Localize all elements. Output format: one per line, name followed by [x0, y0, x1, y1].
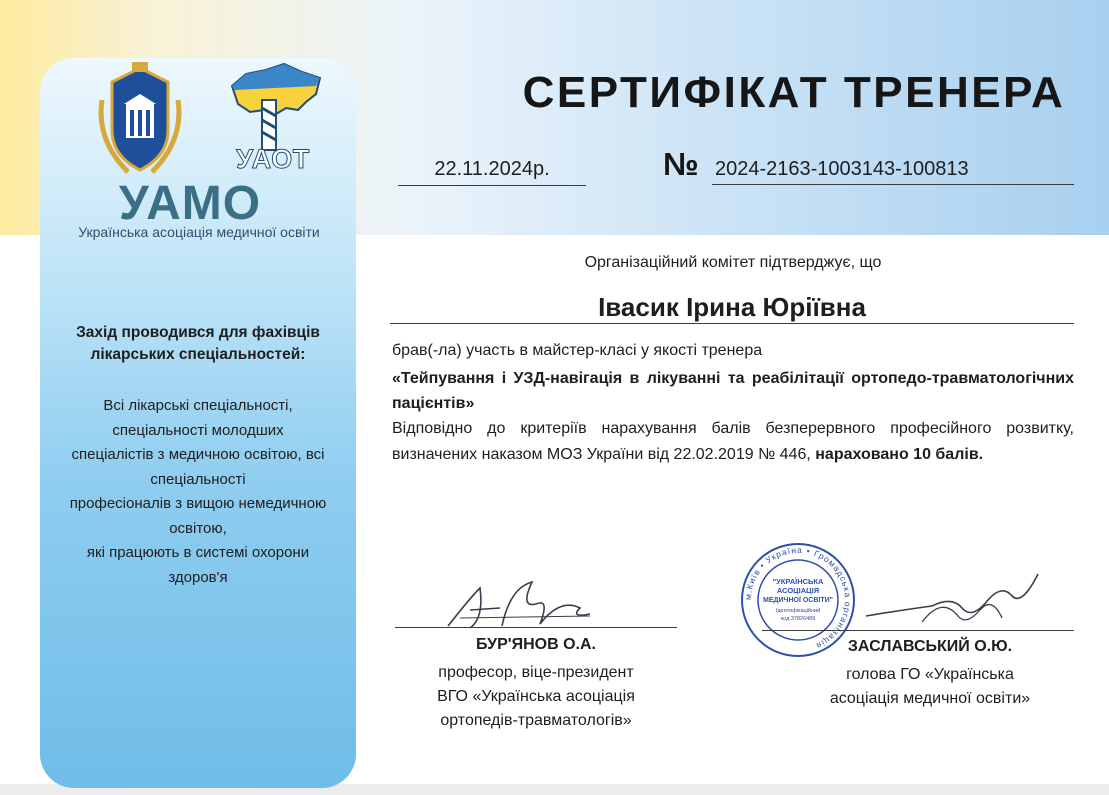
- criteria-text: Відповідно до критеріїв нарахування балів безперервного професійного розвитку, визначених наказом МОЗ України від 22.02.2019 № 446,: [392, 420, 1074, 463]
- uaot-logo-text: УАОТ: [236, 144, 310, 174]
- certificate-number: 2024-2163-1003143-100813: [712, 156, 1074, 185]
- signature-line-left: [395, 627, 677, 628]
- certificate-title: СЕРТИФІКАТ ТРЕНЕРА: [522, 68, 1066, 117]
- signatory-title-line: голова ГО «Українська: [846, 666, 1014, 683]
- points-text: нараховано 10 балів.: [815, 445, 984, 463]
- signatory-title-line: ВГО «Українська асоціація: [437, 688, 635, 705]
- stamp-line: АСОЦІАЦІЯ: [776, 586, 820, 595]
- stamp-line: Ідентифікаційний: [775, 608, 821, 614]
- stamp-line: "УКРАЇНСЬКА: [772, 577, 824, 586]
- audience-line: які працюють в системі охорони: [86, 544, 310, 561]
- signatory-title: [780, 663, 1080, 711]
- stamp-ring-text: м.Київ • Україна • Громадська організація: [742, 544, 854, 652]
- signatory-name: ЗАСЛАВСЬКИЙ О.Ю.: [847, 638, 1013, 655]
- signature-zaslavskyi: [862, 566, 1042, 638]
- audience-line: здоров'я: [168, 568, 228, 586]
- recipient-name: Івасик Ірина Юріївна: [390, 290, 1074, 324]
- stamp-line: код 37826489: [780, 616, 816, 622]
- audience-heading: Захід проводився для фахівців лікарських спеціальностей:: [76, 324, 320, 363]
- signatory-title-line: ортопедів-травматологів»: [440, 712, 632, 729]
- audience-line: спеціалістів з медичною освітою, всі: [71, 446, 325, 463]
- ministry-crest-icon: [88, 60, 192, 178]
- audience-line: Всі лікарські спеціальності,: [103, 397, 293, 414]
- stamp-line: МЕДИЧНОЇ ОСВІТИ": [763, 597, 833, 604]
- signatory-title-line: професор, віце-президент: [438, 664, 634, 681]
- signature-line-right: [762, 630, 1074, 631]
- audience-line: освітою,: [169, 519, 227, 537]
- number-sign: №: [663, 146, 699, 182]
- yamo-full-name: Українська асоціація медичної освіти: [78, 224, 320, 240]
- confirm-text: Організаційний комітет підтверджує, що: [584, 254, 882, 271]
- yamo-logo-text: УАМО: [118, 177, 262, 230]
- signatory-title-line: асоціація медичної освіти»: [829, 690, 1031, 707]
- audience-list: [48, 394, 348, 590]
- signatory-name: БУР'ЯНОВ О.А.: [476, 636, 596, 653]
- audience-line: спеціальності: [150, 470, 246, 488]
- audience-line: професіоналів з вищою немедичною: [69, 495, 327, 512]
- criteria-paragraph: [392, 416, 1074, 467]
- course-title: «Тейпування і УЗД-навігація в лікуванні та реабілітації ортопедо-травматологічних пацієнтів»: [392, 370, 1074, 412]
- signatory-title: [395, 661, 677, 733]
- certificate-date: 22.11.2024р.: [398, 156, 586, 186]
- audience-line: спеціальності молодших: [112, 421, 284, 439]
- sidebar-panel: [40, 58, 356, 788]
- participation-text: брав(-ла) участь в майстер-класі у якості тренера: [392, 342, 763, 359]
